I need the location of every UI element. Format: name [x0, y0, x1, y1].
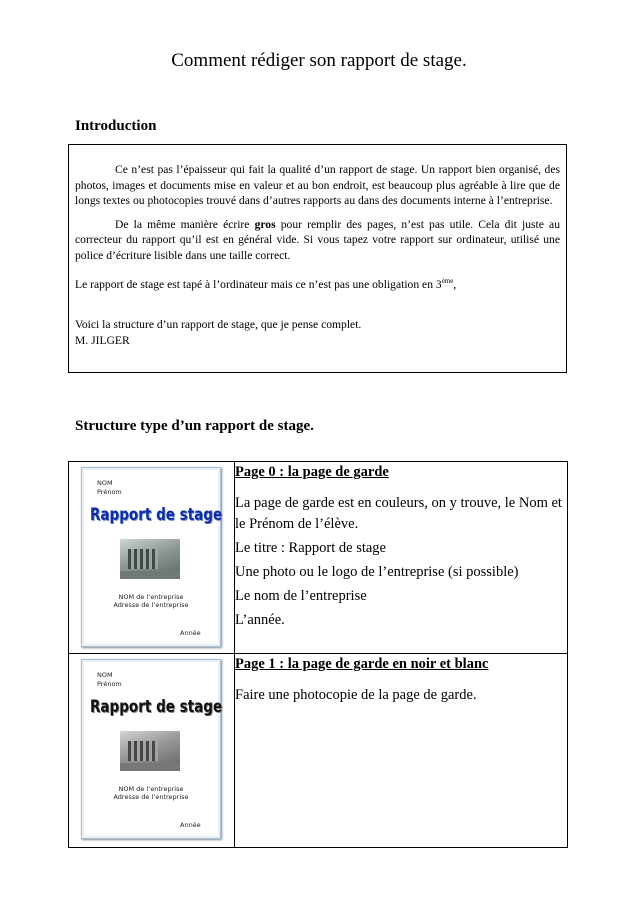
thumb-year: Année [180, 629, 201, 637]
intro-p3-text: Le rapport de stage est tapé à l’ordinateur mais ce n’est pas une obligation en 3 [75, 277, 442, 291]
page-0-line: L’année. [235, 612, 285, 628]
intro-paragraph-1: Ce n’est pas l’épaisseur qui fait la qualité d’un rapport de stage. Un rapport bien organisé, des photos, images et documents mise en valeur et au bon endroit, est beaucoup plus agréable à lire que de longs textes ou photocopies trouvé dans d’autres rapports au dans des documents interne à l’entreprise. [75, 163, 560, 208]
page-0-line: Le titre : Rapport de stage [235, 540, 386, 556]
thumb-prenom: Prénom [97, 680, 122, 688]
description-cell [235, 462, 568, 654]
company-photo-image [120, 539, 180, 579]
intro-p3-end: , [453, 277, 457, 291]
thumbnail-cell [69, 654, 235, 848]
thumb-year: Année [180, 821, 201, 829]
thumb-company-block [82, 785, 220, 801]
thumb-title: Rapport de stage [90, 697, 223, 716]
company-photo-image [120, 731, 180, 771]
intro-paragraph-2 [75, 217, 560, 264]
table-row [69, 654, 568, 848]
cover-page-thumbnail-bw [81, 659, 221, 839]
thumb-company-address: Adresse de l’entreprise [113, 601, 189, 609]
page-0-line: Le nom de l’entreprise [235, 588, 367, 604]
thumbnail-cell [69, 462, 235, 654]
page-title: Comment rédiger son rapport de stage. [171, 50, 467, 71]
intro-p3-superscript: ème [441, 276, 454, 285]
intro-p2-text-b: pour remplir des pages, n’est pas utile. Cela dit juste au correcteur du rapport qu’il est en général vide. Si vous tapez votre rapport sur ordinateur, utilisé une police d’écriture lisible dans une taille correct. [75, 217, 560, 262]
structure-heading: Structure type d’un rapport de stage. [75, 418, 314, 434]
intro-paragraph-4: Voici la structure d’un rapport de stage, que je pense complet. [75, 318, 362, 332]
thumb-title: Rapport de stage [90, 505, 223, 524]
intro-p2-text-a: De la même manière écrire [115, 217, 255, 231]
table-row [69, 462, 568, 654]
thumb-company-name: NOM de l’entreprise [118, 785, 184, 793]
thumb-name-block [97, 479, 122, 497]
thumb-company-name: NOM de l’entreprise [118, 593, 184, 601]
structure-table [68, 461, 568, 848]
intro-paragraph-3 [75, 274, 560, 292]
thumb-company-block [82, 593, 220, 609]
page-0-line: La page de garde est en couleurs, on y trouve, le Nom et le Prénom de l’élève. [235, 495, 562, 532]
thumb-company-address: Adresse de l’entreprise [113, 793, 189, 801]
cover-page-thumbnail-color [81, 467, 221, 647]
introduction-box [68, 144, 567, 373]
page-0-line: Une photo ou le logo de l’entreprise (si possible) [235, 564, 519, 580]
thumb-name-block [97, 671, 122, 689]
author-signature: M. JILGER [75, 333, 130, 347]
thumb-nom: NOM [97, 671, 113, 679]
page-1-line: Faire une photocopie de la page de garde. [235, 687, 477, 703]
introduction-heading: Introduction [75, 118, 157, 134]
thumb-prenom: Prénom [97, 488, 122, 496]
thumb-nom: NOM [97, 479, 113, 487]
page-1-heading: Page 1 : la page de garde en noir et blanc [235, 656, 489, 672]
page-0-heading: Page 0 : la page de garde [235, 464, 389, 480]
description-cell [235, 654, 568, 848]
intro-p2-bold: gros [254, 217, 276, 231]
